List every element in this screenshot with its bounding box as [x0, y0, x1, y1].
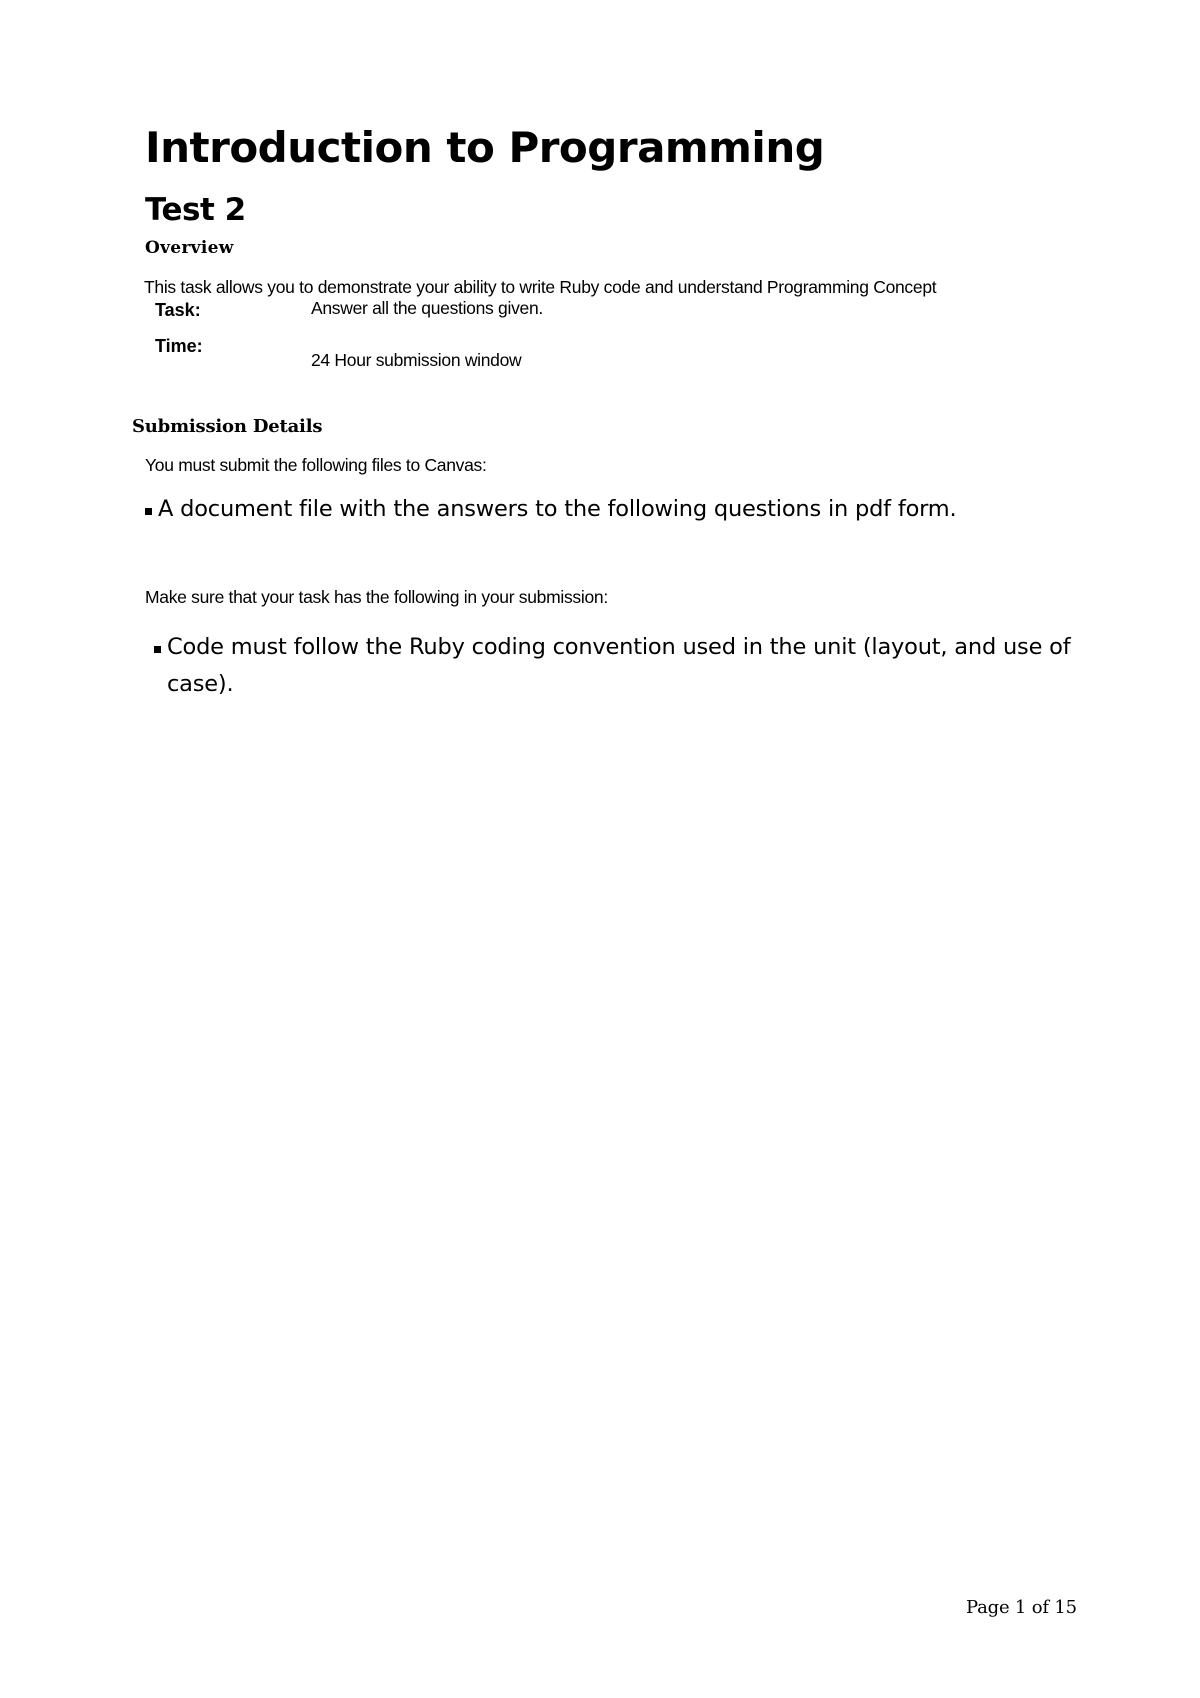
- submission-details-heading: Submission Details: [132, 416, 323, 437]
- document-title: Introduction to Programming: [145, 123, 825, 172]
- list-item-requirement: [145, 629, 1107, 703]
- list-item-text: A document file with the answers to the following questions in pdf form.: [158, 496, 957, 522]
- time-label: Time:: [155, 336, 203, 356]
- document-subtitle: Test 2: [145, 192, 246, 228]
- time-value: 24 Hour submission window: [311, 350, 522, 370]
- list-item-text: Code must follow the Ruby coding convention used in the unit (layout, and use of case).: [167, 634, 1071, 697]
- overview-heading: Overview: [145, 238, 234, 258]
- list-item-submission-file: [145, 496, 956, 523]
- submission-intro-text: You must submit the following files to Canvas:: [145, 455, 487, 475]
- bullet-square-icon: [145, 508, 152, 515]
- page-number: Page 1 of 15: [966, 1597, 1077, 1618]
- requirements-intro-text: Make sure that your task has the following in your submission:: [145, 587, 608, 607]
- overview-text: This task allows you to demonstrate your ability to write Ruby code and understand Programming Concept: [144, 277, 937, 297]
- task-label: Task:: [155, 300, 201, 320]
- bullet-square-icon: [154, 646, 161, 653]
- task-value: Answer all the questions given.: [311, 298, 543, 318]
